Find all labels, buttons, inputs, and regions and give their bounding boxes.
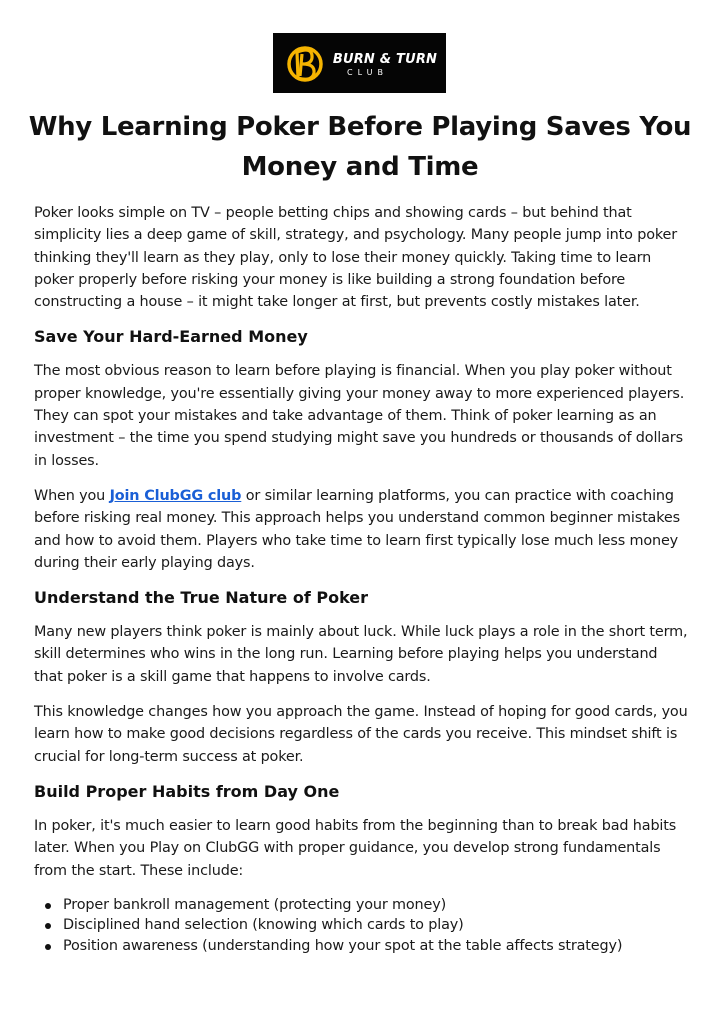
list-item-text: Disciplined hand selection (knowing which cards to play) (63, 917, 464, 934)
section-paragraph: In poker, it's much easier to learn good habits from the beginning than to break bad habits later. When you Play on ClubGG with proper guidance, you develop strong fundamentals from the start. These include: (34, 817, 677, 879)
article-body (34, 202, 689, 956)
habits-list (34, 895, 689, 957)
section-paragraph: Many new players think poker is mainly about luck. While luck plays a role in the short term, skill determines who wins in the long run. Learning before playing helps you understand that poker is a skill game that happens to involve cards. (34, 624, 688, 685)
section-paragraph (34, 485, 689, 574)
list-item (34, 936, 689, 957)
section-paragraph: The most obvious reason to learn before playing is financial. When you play poker without proper knowledge, you're essentially giving your money away to more experienced players. They can spot your mistakes and take advantage of them. Think of poker learning as an investment – the time you spend studying might save you hundreds or thousands of dollars in losses. (34, 363, 685, 469)
logo-line-2: CLUB (347, 68, 388, 77)
list-item-text: Position awareness (understanding how your spot at the table affects strategy) (63, 937, 623, 954)
list-item (34, 895, 689, 916)
bullet-icon (45, 903, 51, 909)
page-title: Why Learning Poker Before Playing Saves You Money and Time (28, 112, 692, 182)
paragraph-text: When you (34, 487, 110, 504)
bullet-icon (45, 923, 51, 929)
join-clubgg-link[interactable]: Join ClubGG club (109, 487, 242, 504)
brand-logo (273, 33, 446, 93)
section-heading-proper-habits: Build Proper Habits from Day One (34, 781, 340, 801)
section-heading-save-money: Save Your Hard-Earned Money (34, 327, 308, 347)
bullet-icon (45, 944, 51, 950)
logo-wordmark (329, 52, 441, 78)
logo-line-1: BURN & TURN (332, 52, 438, 67)
section-paragraph: This knowledge changes how you approach the game. Instead of hoping for good cards, you learn how to make good decisions regardless of the cards you receive. This mindset shift is crucial for long-term success at poker. (34, 704, 688, 765)
burn-and-turn-logo-icon (285, 42, 325, 84)
intro-paragraph: Poker looks simple on TV – people betting chips and showing cards – but behind that simplicity lies a deep game of skill, strategy, and psychology. Many people jump into poker thinking they'll learn as they play, only to lose their money quickly. Taking time to learn poker properly before risking your money is like building a strong foundation before constructing a house – it might take longer at first, but prevents costly mistakes later. (34, 205, 677, 311)
paragraph-text: or similar learning platforms, you can practice with coaching before risking real money. This approach helps you understand common beginner mistakes and how to avoid them. Players who take time to learn first typically lose much less money during their early playing days. (34, 487, 680, 571)
section-heading-nature-of-poker: Understand the True Nature of Poker (34, 588, 369, 608)
list-item (34, 915, 689, 936)
list-item-text: Proper bankroll management (protecting your money) (63, 896, 447, 913)
